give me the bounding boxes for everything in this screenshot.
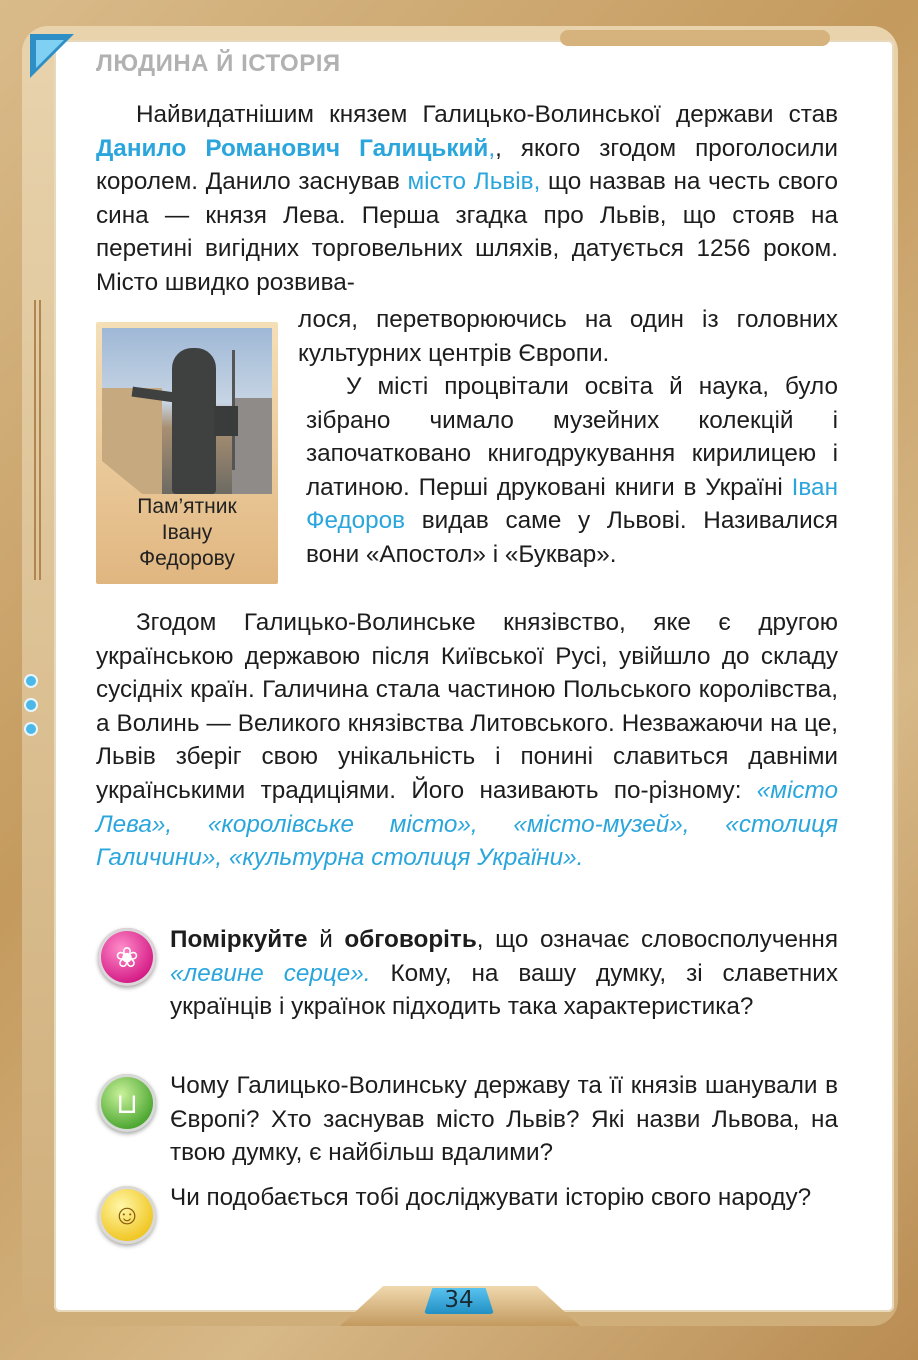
statue-icon — [172, 348, 216, 494]
bold-word: обговоріть — [344, 926, 477, 953]
question-2: Чому Галицько-Волинську державу та її князів шанували в Європі? Хто заснував місто Львів? Які назви Львова, на твою думку, є найбільш вдалими? — [170, 1072, 838, 1167]
basket-icon — [98, 1074, 156, 1132]
figure-monument — [96, 322, 278, 584]
smiley-icon — [98, 1186, 156, 1244]
dot-icon — [26, 676, 36, 686]
viburnum-icon — [98, 928, 156, 986]
dot-icon — [26, 724, 36, 734]
basket-glyph: ⊔ — [116, 1087, 138, 1119]
bold-word: Поміркуйте — [170, 926, 308, 953]
question-3: Чи подобається тобі досліджувати історію свого народу? — [170, 1184, 812, 1211]
highlight-city: місто Львів, — [407, 168, 541, 196]
paragraph-1-continuation — [298, 303, 838, 370]
running-head: ЛЮДИНА Й ІСТОРІЯ — [96, 50, 341, 77]
text: , що означає словосполучення — [476, 926, 838, 953]
caption-line: Федорову — [139, 547, 235, 570]
comma: , — [488, 134, 496, 162]
text: й — [307, 926, 345, 953]
highlight-name: Данило Романович Галицький — [96, 134, 489, 162]
header-strip — [560, 30, 830, 46]
building-shape — [102, 388, 162, 494]
smiley-glyph: ☺ — [112, 1199, 142, 1230]
text: У місті процвітали освіта й наука, було зібрано чимало музейних колекцій і започатковано книгодрукування кирилицею і латиною. Перші друковані книги в Україні — [306, 373, 838, 501]
text: видав саме у Львові. Називалися вони «Апостол» і «Буквар». — [306, 507, 838, 568]
page-number: 34 — [444, 1287, 474, 1313]
corner-triangle-highlight-icon — [36, 40, 64, 68]
monument-photo — [102, 328, 272, 494]
highlight-name: Іван Федоров — [306, 473, 838, 535]
side-dots — [26, 676, 36, 748]
caption-line: Івану — [161, 521, 213, 544]
text: лося, перетворюючись на один із головних культурних центрів Європи. — [298, 306, 838, 367]
paragraph-3 — [96, 606, 838, 875]
caption-line: Пам’ятник — [137, 495, 237, 518]
figure-caption — [96, 494, 278, 572]
text: , якого згодом проголосили королем. Данило заснував — [96, 134, 838, 196]
text: що назвав на честь свого сина — князя Лева. Перша згадка про Львів, що стояв на перетині вигідних торговельних шляхів, датується 1256 роком. Місто швидко розвива- — [96, 168, 838, 296]
building-shape — [232, 398, 272, 494]
paragraph-2 — [306, 370, 838, 572]
statue-book-shape — [214, 406, 238, 436]
text: Найвидатнішим князем Галицько-Волинської держави став — [136, 101, 838, 128]
text: Кому, на вашу думку, зі славетних українців і українок підходить така характеристика? — [170, 959, 838, 1021]
highlight-phrase: «левине серце». — [170, 959, 371, 987]
question-1 — [170, 923, 838, 1024]
viburnum-glyph: ❀ — [115, 941, 139, 973]
dot-icon — [26, 700, 36, 710]
text: Згодом Галицько-Волинське князівство, яке є другою українською державою після Київської Русі, увійшло до складу сусідніх країн. Галичина стала частиною Польського королівства, а Волинь — Великого князівства Литовського. Незважаючи на це, Львів зберіг свою унікальність і понині славиться давніми українськими традиціями. Його називають по-різному: — [96, 609, 838, 804]
paragraph-1 — [96, 98, 838, 300]
frame-stripes — [34, 300, 44, 580]
highlight-city-names: «місто Лева», «королівське місто», «місто-музей», «столиця Галичини», «культурна столиця України». — [96, 776, 838, 872]
